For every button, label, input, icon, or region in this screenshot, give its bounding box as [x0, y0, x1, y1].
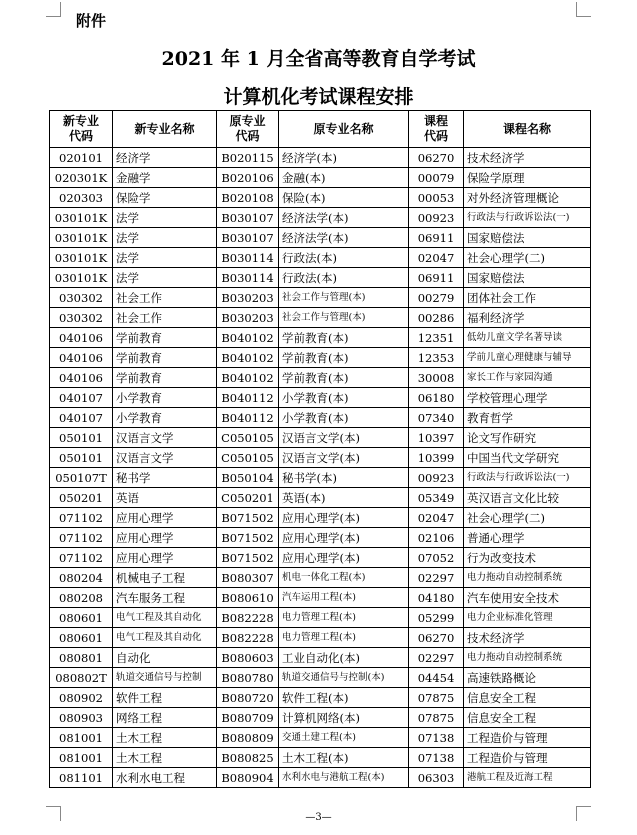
- cell-new-major-name: 软件工程: [113, 688, 217, 708]
- table-row: [50, 328, 591, 348]
- cell-new-major-name: 自动化: [113, 648, 217, 668]
- cell-old-major-name: 社会工作与管理(本): [279, 308, 409, 328]
- table-row: [50, 388, 591, 408]
- cell-course-name: 论文写作研究: [464, 428, 591, 448]
- cell-course-name: 对外经济管理概论: [464, 188, 591, 208]
- cell-old-major-name: 经济学(本): [279, 148, 409, 168]
- cell-new-major-code: 081001: [50, 728, 113, 748]
- table-row: [50, 268, 591, 288]
- cell-course-name: 行政法与行政诉讼法(一): [464, 208, 591, 228]
- cell-course-name: 低幼儿童文学名著导读: [464, 328, 591, 348]
- cell-course-code: 04180: [409, 588, 464, 608]
- cell-course-name: 电力拖动自动控制系统: [464, 648, 591, 668]
- cell-course-name: 国家赔偿法: [464, 268, 591, 288]
- table-row: [50, 368, 591, 388]
- cell-old-major-code: B080809: [217, 728, 279, 748]
- cell-course-code: 02047: [409, 508, 464, 528]
- cell-new-major-code: 081101: [50, 768, 113, 788]
- table-row: [50, 728, 591, 748]
- page-number: —3—: [305, 812, 332, 823]
- cell-course-name: 教育哲学: [464, 408, 591, 428]
- cell-old-major-name: 汉语言文学(本): [279, 428, 409, 448]
- cell-old-major-name: 学前教育(本): [279, 328, 409, 348]
- cell-old-major-code: B080720: [217, 688, 279, 708]
- cell-new-major-code: 030302: [50, 308, 113, 328]
- cell-old-major-code: B080709: [217, 708, 279, 728]
- cell-new-major-name: 学前教育: [113, 348, 217, 368]
- table-row: [50, 448, 591, 468]
- course-schedule-table: [49, 110, 591, 788]
- cell-new-major-code: 050101: [50, 448, 113, 468]
- cell-course-code: 07138: [409, 728, 464, 748]
- cell-old-major-code: C050105: [217, 428, 279, 448]
- cell-old-major-code: B040102: [217, 348, 279, 368]
- cell-course-name: 国家赔偿法: [464, 228, 591, 248]
- cell-new-major-code: 040106: [50, 348, 113, 368]
- table-header-row: [50, 111, 591, 148]
- cell-course-name: 高速铁路概论: [464, 668, 591, 688]
- cell-old-major-code: C050105: [217, 448, 279, 468]
- cell-old-major-code: B071502: [217, 508, 279, 528]
- cell-old-major-name: 行政法(本): [279, 248, 409, 268]
- cell-new-major-name: 秘书学: [113, 468, 217, 488]
- cell-new-major-code: 040107: [50, 408, 113, 428]
- cell-old-major-code: B071502: [217, 528, 279, 548]
- table-row: [50, 548, 591, 568]
- table-row: [50, 208, 591, 228]
- cell-old-major-code: B080610: [217, 588, 279, 608]
- cell-old-major-name: 水利水电与港航工程(本): [279, 768, 409, 788]
- table-row: [50, 308, 591, 328]
- cell-course-name: 技术经济学: [464, 628, 591, 648]
- cell-old-major-name: 工业自动化(本): [279, 648, 409, 668]
- cell-old-major-code: B040112: [217, 408, 279, 428]
- cell-course-name: 行为改变技术: [464, 548, 591, 568]
- cell-new-major-code: 020303: [50, 188, 113, 208]
- cell-course-code: 02106: [409, 528, 464, 548]
- cell-old-major-name: 学前教育(本): [279, 368, 409, 388]
- cell-course-name: 英汉语言文化比较: [464, 488, 591, 508]
- cell-new-major-name: 小学教育: [113, 388, 217, 408]
- cell-course-code: 00923: [409, 468, 464, 488]
- cell-new-major-code: 040106: [50, 368, 113, 388]
- cell-course-code: 06911: [409, 268, 464, 288]
- table-row: [50, 248, 591, 268]
- cell-new-major-name: 经济学: [113, 148, 217, 168]
- header-new-major-code: 新专业 代码: [50, 111, 113, 148]
- table-row: [50, 288, 591, 308]
- table-row: [50, 148, 591, 168]
- table-row: [50, 348, 591, 368]
- cell-old-major-code: B030114: [217, 248, 279, 268]
- header-new-major-name: 新专业名称: [113, 111, 217, 148]
- cell-new-major-code: 030302: [50, 288, 113, 308]
- cell-new-major-name: 学前教育: [113, 368, 217, 388]
- table-row: [50, 688, 591, 708]
- cell-new-major-code: 040107: [50, 388, 113, 408]
- cell-new-major-name: 水利水电工程: [113, 768, 217, 788]
- cell-course-name: 工程造价与管理: [464, 748, 591, 768]
- cell-course-name: 福利经济学: [464, 308, 591, 328]
- cell-old-major-name: 应用心理学(本): [279, 548, 409, 568]
- cell-course-name: 团体社会工作: [464, 288, 591, 308]
- attachment-label: 附件: [76, 12, 107, 30]
- cell-new-major-code: 080601: [50, 628, 113, 648]
- cell-course-code: 07875: [409, 688, 464, 708]
- cell-course-code: 07052: [409, 548, 464, 568]
- cell-course-code: 00079: [409, 168, 464, 188]
- cell-old-major-code: B020108: [217, 188, 279, 208]
- cell-course-name: 信息安全工程: [464, 708, 591, 728]
- cell-course-code: 00053: [409, 188, 464, 208]
- cell-old-major-name: 英语(本): [279, 488, 409, 508]
- table-row: [50, 188, 591, 208]
- cell-old-major-code: B071502: [217, 548, 279, 568]
- cell-old-major-code: B030114: [217, 268, 279, 288]
- cell-old-major-code: B040112: [217, 388, 279, 408]
- cell-old-major-code: B050104: [217, 468, 279, 488]
- cell-course-name: 家长工作与家园沟通: [464, 368, 591, 388]
- cell-course-code: 04454: [409, 668, 464, 688]
- cell-new-major-name: 电气工程及其自动化: [113, 628, 217, 648]
- cell-new-major-name: 汉语言文学: [113, 448, 217, 468]
- table-row: [50, 748, 591, 768]
- cell-course-name: 学校管理心理学: [464, 388, 591, 408]
- header-old-major-code: 原专业 代码: [217, 111, 279, 148]
- cell-course-code: 12351: [409, 328, 464, 348]
- cell-course-name: 汽车使用安全技术: [464, 588, 591, 608]
- cell-new-major-code: 080802T: [50, 668, 113, 688]
- cell-new-major-code: 050107T: [50, 468, 113, 488]
- cell-new-major-name: 应用心理学: [113, 548, 217, 568]
- cell-old-major-name: 计算机网络(本): [279, 708, 409, 728]
- cell-new-major-code: 080902: [50, 688, 113, 708]
- table-row: [50, 228, 591, 248]
- cell-old-major-name: 保险(本): [279, 188, 409, 208]
- cell-old-major-code: B040102: [217, 368, 279, 388]
- cell-old-major-code: B020115: [217, 148, 279, 168]
- cell-old-major-name: 社会工作与管理(本): [279, 288, 409, 308]
- cell-new-major-name: 保险学: [113, 188, 217, 208]
- cell-old-major-name: 秘书学(本): [279, 468, 409, 488]
- table-row: [50, 508, 591, 528]
- cell-old-major-code: B080307: [217, 568, 279, 588]
- cell-course-code: 12353: [409, 348, 464, 368]
- cell-new-major-name: 应用心理学: [113, 508, 217, 528]
- cell-course-code: 05299: [409, 608, 464, 628]
- cell-old-major-name: 轨道交通信号与控制(本): [279, 668, 409, 688]
- cell-old-major-name: 小学教育(本): [279, 408, 409, 428]
- cell-old-major-code: B082228: [217, 628, 279, 648]
- cell-new-major-name: 法学: [113, 248, 217, 268]
- cell-new-major-code: 071102: [50, 548, 113, 568]
- document-subtitle: 计算机化考试课程安排: [223, 86, 414, 108]
- cell-course-code: 07875: [409, 708, 464, 728]
- cell-new-major-name: 社会工作: [113, 288, 217, 308]
- cell-new-major-name: 土木工程: [113, 728, 217, 748]
- cell-old-major-code: B080780: [217, 668, 279, 688]
- cell-course-name: 学前儿童心理健康与辅导: [464, 348, 591, 368]
- cell-course-name: 信息安全工程: [464, 688, 591, 708]
- cell-old-major-name: 行政法(本): [279, 268, 409, 288]
- table-row: [50, 428, 591, 448]
- cell-new-major-code: 030101K: [50, 248, 113, 268]
- cell-course-code: 06180: [409, 388, 464, 408]
- cell-course-code: 02297: [409, 568, 464, 588]
- cell-course-code: 06270: [409, 148, 464, 168]
- cell-new-major-code: 050201: [50, 488, 113, 508]
- cell-old-major-name: 应用心理学(本): [279, 528, 409, 548]
- cell-old-major-code: B030203: [217, 308, 279, 328]
- cell-new-major-name: 电气工程及其自动化: [113, 608, 217, 628]
- cell-old-major-name: 电力管理工程(本): [279, 608, 409, 628]
- cell-new-major-name: 土木工程: [113, 748, 217, 768]
- cell-new-major-code: 050101: [50, 428, 113, 448]
- cell-new-major-code: 030101K: [50, 228, 113, 248]
- table-row: [50, 588, 591, 608]
- table-row: [50, 168, 591, 188]
- table-row: [50, 468, 591, 488]
- cell-new-major-code: 081001: [50, 748, 113, 768]
- cell-course-code: 06270: [409, 628, 464, 648]
- header-course-code: 课程 代码: [409, 111, 464, 148]
- cell-new-major-name: 金融学: [113, 168, 217, 188]
- cell-new-major-code: 040106: [50, 328, 113, 348]
- cell-old-major-name: 经济法学(本): [279, 228, 409, 248]
- cell-new-major-name: 机械电子工程: [113, 568, 217, 588]
- cell-new-major-code: 030101K: [50, 208, 113, 228]
- cell-new-major-name: 法学: [113, 228, 217, 248]
- cell-old-major-code: B080825: [217, 748, 279, 768]
- cell-new-major-name: 应用心理学: [113, 528, 217, 548]
- cell-course-name: 中国当代文学研究: [464, 448, 591, 468]
- cell-old-major-code: B080904: [217, 768, 279, 788]
- cell-new-major-code: 071102: [50, 528, 113, 548]
- table-row: [50, 488, 591, 508]
- cell-new-major-code: 080601: [50, 608, 113, 628]
- cell-course-name: 社会心理学(二): [464, 508, 591, 528]
- cell-old-major-code: B020106: [217, 168, 279, 188]
- cell-course-name: 工程造价与管理: [464, 728, 591, 748]
- cell-course-name: 保险学原理: [464, 168, 591, 188]
- header-course-name: 课程名称: [464, 111, 591, 148]
- cell-old-major-code: B082228: [217, 608, 279, 628]
- cell-new-major-name: 轨道交通信号与控制: [113, 668, 217, 688]
- cell-new-major-code: 071102: [50, 508, 113, 528]
- cell-old-major-name: 机电一体化工程(本): [279, 568, 409, 588]
- table-row: [50, 708, 591, 728]
- table-row: [50, 568, 591, 588]
- cell-course-code: 02047: [409, 248, 464, 268]
- cell-old-major-name: 经济法学(本): [279, 208, 409, 228]
- cell-old-major-code: B040102: [217, 328, 279, 348]
- cell-course-name: 港航工程及近海工程: [464, 768, 591, 788]
- cell-old-major-name: 金融(本): [279, 168, 409, 188]
- cell-course-code: 10397: [409, 428, 464, 448]
- table-row: [50, 768, 591, 788]
- cell-new-major-name: 英语: [113, 488, 217, 508]
- cell-old-major-code: B030107: [217, 208, 279, 228]
- table-row: [50, 408, 591, 428]
- cell-course-name: 技术经济学: [464, 148, 591, 168]
- cell-old-major-code: C050201: [217, 488, 279, 508]
- cell-course-code: 05349: [409, 488, 464, 508]
- cell-old-major-code: B030107: [217, 228, 279, 248]
- document-title: 2021 年 1 月全省高等教育自学考试: [161, 48, 476, 70]
- cell-new-major-code: 080903: [50, 708, 113, 728]
- cell-new-major-code: 020101: [50, 148, 113, 168]
- cell-course-code: 00286: [409, 308, 464, 328]
- cell-new-major-name: 小学教育: [113, 408, 217, 428]
- cell-old-major-name: 软件工程(本): [279, 688, 409, 708]
- table-row: [50, 528, 591, 548]
- cell-old-major-code: B080603: [217, 648, 279, 668]
- cell-old-major-code: B030203: [217, 288, 279, 308]
- cell-old-major-name: 汉语言文学(本): [279, 448, 409, 468]
- cell-new-major-code: 080208: [50, 588, 113, 608]
- cell-course-name: 电力企业标准化管理: [464, 608, 591, 628]
- cell-old-major-name: 交通土建工程(本): [279, 728, 409, 748]
- cell-old-major-name: 汽车运用工程(本): [279, 588, 409, 608]
- cell-new-major-code: 030101K: [50, 268, 113, 288]
- table-row: [50, 608, 591, 628]
- cell-new-major-name: 汉语言文学: [113, 428, 217, 448]
- cell-new-major-name: 法学: [113, 268, 217, 288]
- cell-course-code: 02297: [409, 648, 464, 668]
- cell-course-code: 07340: [409, 408, 464, 428]
- table-row: [50, 648, 591, 668]
- cell-old-major-name: 电力管理工程(本): [279, 628, 409, 648]
- cell-old-major-name: 小学教育(本): [279, 388, 409, 408]
- cell-new-major-name: 学前教育: [113, 328, 217, 348]
- cell-new-major-name: 法学: [113, 208, 217, 228]
- cell-old-major-name: 土木工程(本): [279, 748, 409, 768]
- cell-course-name: 普通心理学: [464, 528, 591, 548]
- crop-mark-top-right: [576, 2, 591, 17]
- cell-course-code: 06303: [409, 768, 464, 788]
- cell-old-major-name: 学前教育(本): [279, 348, 409, 368]
- table-row: [50, 668, 591, 688]
- cell-new-major-code: 080204: [50, 568, 113, 588]
- cell-course-code: 30008: [409, 368, 464, 388]
- table-row: [50, 628, 591, 648]
- cell-course-code: 06911: [409, 228, 464, 248]
- cell-course-name: 电力拖动自动控制系统: [464, 568, 591, 588]
- cell-new-major-name: 汽车服务工程: [113, 588, 217, 608]
- cell-course-code: 00923: [409, 208, 464, 228]
- cell-course-name: 行政法与行政诉讼法(一): [464, 468, 591, 488]
- header-old-major-name: 原专业名称: [279, 111, 409, 148]
- cell-course-code: 00279: [409, 288, 464, 308]
- cell-course-name: 社会心理学(二): [464, 248, 591, 268]
- cell-new-major-name: 网络工程: [113, 708, 217, 728]
- cell-old-major-name: 应用心理学(本): [279, 508, 409, 528]
- crop-mark-top-left: [46, 2, 61, 17]
- cell-course-code: 10399: [409, 448, 464, 468]
- cell-new-major-name: 社会工作: [113, 308, 217, 328]
- cell-course-code: 07138: [409, 748, 464, 768]
- cell-new-major-code: 080801: [50, 648, 113, 668]
- cell-new-major-code: 020301K: [50, 168, 113, 188]
